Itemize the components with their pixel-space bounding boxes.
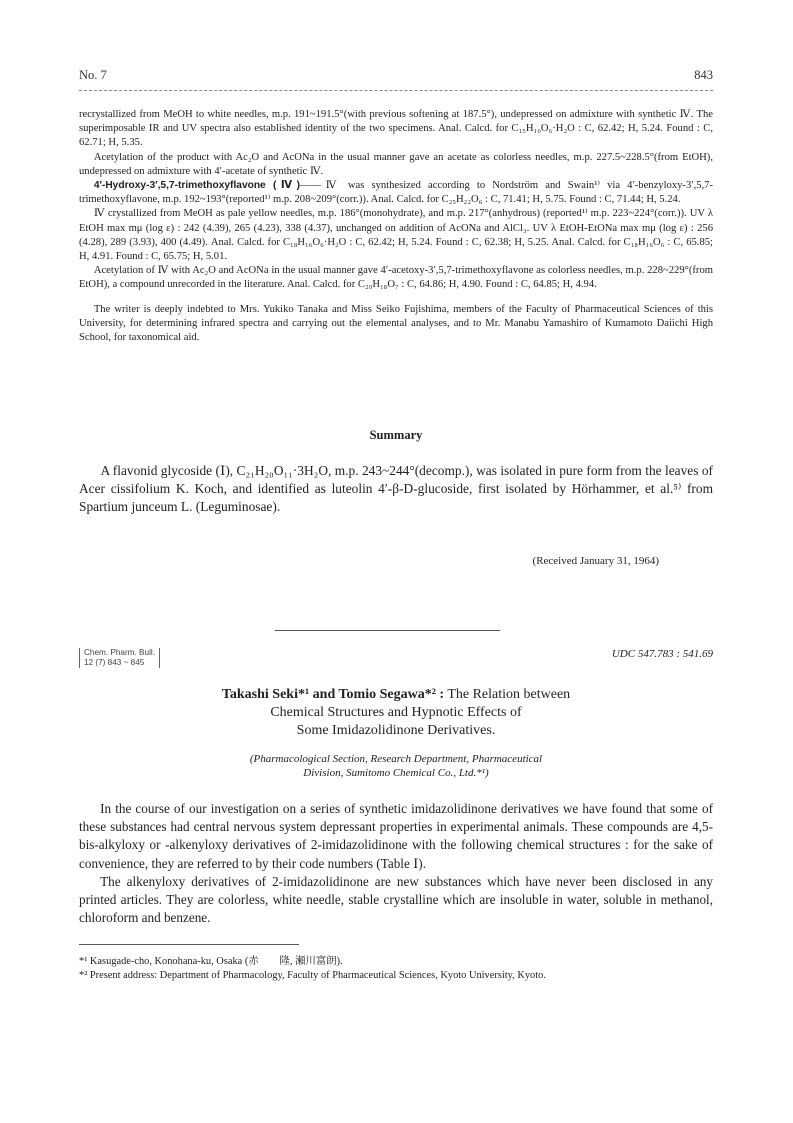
- header-divider: [79, 90, 713, 91]
- issue-number: No. 7: [79, 68, 107, 82]
- paragraph-compound-iv: [79, 179, 713, 207]
- article-separator: [275, 630, 500, 631]
- paragraph-acetylation-product: Acetylation of the product with Ac₂O and AcONa in the usual manner gave an acetate as colorless needles, m.p. 227.5~228.5°(from EtOH), undepressed on admixture with 4′-acetate of synthetic Ⅳ.: [79, 151, 713, 177]
- title-line-3: Some Imidazolidinone Derivatives.: [296, 723, 496, 738]
- paragraph-crystallization: Ⅳ crystallized from MeOH as pale yellow needles, m.p. 186°(monohydrate), and m.p. 217°(anhydrous) (reported¹⁾ m.p. 223~224°(corr.)). UV λ EtOH max mμ (log ε) : 242 (4.39), 265 (4.23), 338 (4.37), unchanged on addition of AcONa and AlCl₃. UV λ EtOH-EtONa max mμ (log ε) : 256 (4.28), 289 (3.93), 400 (4.49). Anal. Calcd. for C₁₈H₁₆O₆·H₂O : C, 62.42; H, 5.24. Found : C, 62.38; H, 5.25. Anal. Calcd. for C₁₈H₁₆O₆ : C, 65.85; H, 4.91. Found : C, 65.75; H, 5.01.: [79, 208, 713, 263]
- summary-heading: Summary: [369, 428, 423, 442]
- article-title-block: [79, 686, 713, 740]
- summary-paragraph: A flavonid glycoside (Ⅰ), C₂₁H₂₀O₁₁·3H₂O, m.p. 243~244°(decomp.), was isolated in pure form from the leaves of Acer cissifolium K. Koch, and identified as luteolin 4′-β-D-glucoside, first isolated by Hörhammer, et al.⁵⁾ from Spartium junceum L. (Leguminosae).: [79, 463, 713, 514]
- citation-journal: Chem. Pharm. Bull.: [84, 648, 155, 657]
- journal-citation: [79, 648, 160, 668]
- affiliation: [79, 752, 713, 780]
- footnote-2: *² Present address: Department of Pharmacology, Faculty of Pharmaceutical Sciences, Kyoto University, Kyoto.: [79, 969, 546, 981]
- paragraph-recrystallization: recrystallized from MeOH to white needles, m.p. 191~191.5°(with previous softening at 187.5°), undepressed on admixture with synthetic Ⅳ. The superimposable IR and UV spectra also established identity of the two specimens. Anal. Calcd. for C₁₅H₁₀O₆·H₂O : C, 62.42; H, 5.24. Found : C, 62.71; H, 5.35.: [79, 109, 713, 149]
- acknowledgement: The writer is deeply indebted to Mrs. Yukiko Tanaka and Miss Seiko Fujishima, members of the Faculty of Pharmaceutical Sciences of this University, for determining infrared spectra and carrying out the elemental analyses, and to Mr. Manabu Yamashiro of Kumamoto Daiichi High School, for taxonomical aid.: [79, 303, 713, 344]
- experimental-section: [79, 108, 713, 345]
- article-authors: Takashi Seki*¹ and Tomio Segawa*² :: [221, 687, 445, 702]
- received-date: (Received January 31, 1964): [532, 555, 659, 567]
- page-number: 843: [694, 68, 713, 82]
- paragraph-acetylation-iv: Acetylation of Ⅳ with Ac₂O and AcONa in the usual manner gave 4′-acetoxy-3′,5,7-trimethoxyflavone as colorless needles, m.p. 228~229°(from EtOH), a compound unrecorded in the literature. Anal. Calcd. for C₂₀H₁₈O₇ : C, 64.86; H, 4.90. Found : C, 64.85; H, 4.94.: [79, 265, 713, 291]
- affiliation-line-2: Division, Sumitomo Chemical Co., Ltd.*¹): [303, 767, 489, 779]
- footnote-1: *¹ Kasugade-cho, Konohana-ku, Osaka (赤 隆, 瀬川富朗).: [79, 956, 343, 967]
- footnotes: [79, 955, 713, 982]
- body-paragraph-1: In the course of our investigation on a series of synthetic imidazolidinone derivatives we have found that some of these substances had central nervous system depressant properties in experimental animals. These compounds are 4,5-bis-alkyloxy or -alkenyloxy derivatives of 2-imidazolidinone with the following chemical structures : for the sake of convenience, they are referred to by their code numbers (Table Ⅰ).: [79, 801, 713, 871]
- udc-code: UDC 547.783 : 541.69: [611, 648, 713, 660]
- body-paragraph-2: The alkenyloxy derivatives of 2-imidazolidinone are new substances which have never been disclosed in any printed articles. They are colorless, white needle, stable crystalline which are insoluble in water, soluble in methanol, chloroform and benzene.: [79, 873, 713, 926]
- footnote-divider: [79, 944, 299, 945]
- title-line-1: The Relation between: [447, 687, 571, 702]
- summary-body: [79, 462, 713, 516]
- article-body: [79, 800, 713, 927]
- affiliation-line-1: (Pharmacological Section, Research Department, Pharmaceutical: [249, 753, 543, 765]
- compound-iv-text: ——Ⅳ was synthesized according to Nordström and Swain¹⁾ via 4′-benzyloxy-3′,5,7-trimethoxyflavone, m.p. 192~193°(reported¹⁾ m.p. 208~209°(corr.)). Anal. Calcd. for C₂₅H₂₂O₆ : C, 71.41; H, 5.75. Found : C, 71.44; H, 5.24.: [79, 180, 713, 206]
- compound-heading: 4′-Hydroxy-3′,5,7-trimethoxyflavone (Ⅳ): [93, 180, 300, 192]
- title-line-2: Chemical Structures and Hypnotic Effects of: [270, 705, 522, 720]
- citation-volume: 12 (7) 843 ~ 845: [84, 658, 145, 667]
